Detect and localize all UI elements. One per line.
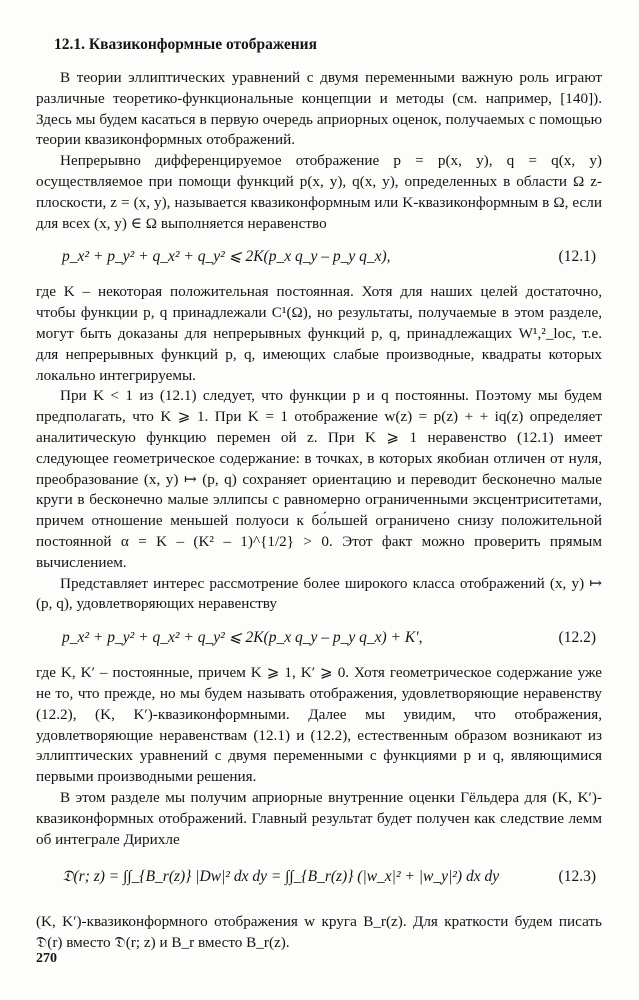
equation-12-1-formula: p_x² + p_y² + q_x² + q_y² ⩽ 2K(p_x q_y – p_y q_x), [62, 248, 391, 266]
paragraph-holder-estimates: В этом разделе мы получим априорные внутренние оценки Гёльдера для (K, K′)-квазиконформных отображений. Главный результат будет получен как следствие лемм об интеграле Дирихле [36, 788, 602, 848]
equation-12-3-formula: 𝔇(r; z) = ∫∫_{B_r(z)} |Dw|² dx dy = ∫∫_{B_r(z)} (|w_x|² + |w_y|²) dx dy [62, 868, 500, 886]
section-heading: 12.1. Квазиконформные отображения [54, 36, 317, 53]
paragraph-intro: В теории эллиптических уравнений с двумя переменными важную роль играют различные теоретико-функциональные концепции и методы (см. например, [140]). Здесь мы будем касаться в первую очередь априорных оценок, получаемых с помощью теории квазиконформных отображений. [36, 69, 602, 149]
equation-12-2 [36, 623, 602, 653]
paragraph-wider-class: Представляет интерес рассмотрение более широкого класса отображений (x, y) ↦ (p, q), удовлетворяющих неравенству [36, 574, 602, 613]
equation-12-1 [36, 242, 602, 272]
page-number: 270 [36, 951, 57, 966]
paragraph-geometric-meaning: При K < 1 из (12.1) следует, что функции p и q постоянны. Поэтому мы будем предполагать, что K ⩾ 1. При K = 1 отображение w(z) = p(z) + + iq(z) определяет аналитическую функцию перемен ой z. При K ⩾ 1 неравенство (12.1) имеет следующее геометрическое содержание: в точках, в которых якобиан отличен от нуля, преобразование (x, y) ↦ (p, q) сохраняет ориентацию и переводит бесконечно малые круги в бесконечно малые эллипсы с равномерно ограниченными эксцентриситетами, причем отношение меньшей полуоси к бо́льшей ограничено снизу положительной постоянной α = K – (K² – 1)^{1/2} > 0. Этот факт можно проверить прямым вычислением. [36, 387, 602, 571]
paragraph-kk-quasiconformal: где K, K′ – постоянные, причем K ⩾ 1, K′ ⩾ 0. Хотя геометрическое содержание уже не то, что прежде, но мы будем называть отображения, удовлетворяющие неравенству (12.2), (K, K′)-квазиконформными. Далее мы увидим, что отображения, удовлетворяющие неравенствам (12.1) и (12.2), естественным образом возникают из эллиптических уравнений с двумя переменными с функциями p и q, являющимися первыми производными решения. [36, 664, 602, 786]
equation-12-2-number: (12.2) [558, 629, 596, 647]
equation-12-3-number: (12.3) [558, 868, 596, 886]
equation-12-2-formula: p_x² + p_y² + q_x² + q_y² ⩽ 2K(p_x q_y – p_y q_x) + K′, [62, 629, 423, 647]
paragraph-dirichlet-notation: (K, K′)-квазиконформного отображения w круга B_r(z). Для краткости будем писать 𝔇(r) вместо 𝔇(r; z) и B_r вместо B_r(z). [36, 913, 602, 952]
equation-12-3 [36, 860, 602, 904]
page-content [36, 36, 602, 954]
paragraph-definition: Непрерывно дифференцируемое отображение p = p(x, y), q = q(x, y) осуществляемое при помощи функций p(x, y), q(x, y), определенных в области Ω z-плоскости, z = (x, y), называется квазиконформным или K-квазиконформным в Ω, если для всех (x, y) ∈ Ω выполняется неравенство [36, 152, 602, 232]
equation-12-1-number: (12.1) [558, 248, 596, 266]
paragraph-constant-k: где K – некоторая положительная постоянная. Хотя для наших целей достаточно, чтобы функции p, q принадлежали C¹(Ω), но результаты, получаемые в этом разделе, могут быть доказаны для непрерывных функций p, q, принадлежащих W¹,²_loc, т.е. для непрерывных функций p, q, имеющих слабые производные, квадраты которых локально интегрируемы. [36, 283, 602, 384]
